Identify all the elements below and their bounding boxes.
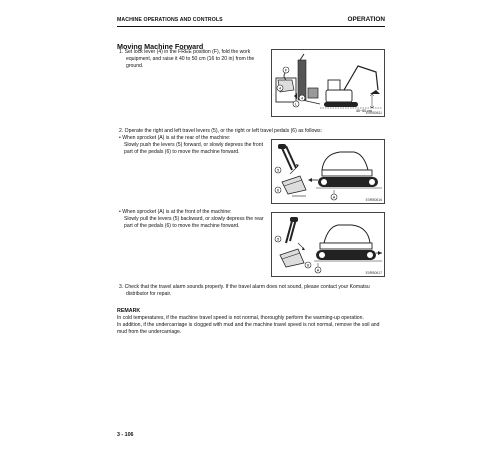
figure-1-drawing [272,50,384,116]
step2-rear-line-1: Slowly push the levers (5) forward, or slowly depress the front [124,142,264,148]
fig1-label-f: F [284,68,288,73]
step1-line-1: 1. Set lock lever (4) in the FREE position (F), fold the work [119,49,251,55]
fig3-id: E0RB0617 [365,271,382,275]
figure-sprocket-front-travel-levers [271,212,385,277]
step2-front-line-1: Slowly pull the levers (5) backward, or slowly depress the rear [124,216,264,222]
figure-sprocket-rear-travel-levers [271,139,385,204]
step3-line-1: 3. Check that the travel alarm sounds properly. If the travel alarm does not sound, please contact your Komatsu [119,284,370,290]
step3-line-2: distributor for repair. [126,291,172,297]
header-chapter: OPERATION [347,16,385,23]
page-header [117,17,385,27]
step2-intro: 2. Operate the right and left travel levers (5), or the right or left travel pedals (6) as follows: [119,128,322,134]
remark-line-1: In cold temperatures, if the machine travel speed is not normal, thoroughly perform the warming-up operation. [117,315,364,321]
remark-line-3: mud from the undercarriage. [117,329,182,335]
figure-3-drawing [272,213,384,276]
fig1-label-l: L [294,102,298,107]
fig3-label-6: 6 [306,263,310,268]
page-number: 3 - 106 [117,432,134,438]
fig1-id: E0RB0611 [365,111,382,115]
step2-rear-bullet: • When sprocket (A) is at the rear of the machine: [119,135,231,141]
fig2-label-a: A [332,195,336,200]
fig2-id: E0RB0616 [365,198,382,202]
fig3-label-5: 5 [276,237,280,242]
fig1-label-4b: 4 [300,96,304,101]
figure-lock-lever-and-boom-raise [271,49,385,117]
step1-line-2: equipment, and raise it 40 to 50 cm (16 to 20 in) from the [126,56,255,62]
remark-line-2: In addition, if the undercarriage is clogged with mud and the machine travel speed is not normal, remove the soil and [117,322,380,328]
step2-front-bullet: • When sprocket (A) is at the front of the machine: [119,209,232,215]
remark-label: REMARK [117,308,141,314]
fig3-label-a: A [316,268,320,273]
step2-front-line-2: part of the pedals (6) to move the machine forward. [124,223,240,229]
fig2-label-6: 6 [276,188,280,193]
step1-line-3: ground. [126,63,144,69]
fig1-dimension-text: 40~50 cm [356,109,372,113]
figure-2-drawing [272,140,384,203]
fig1-label-4a: 4 [278,86,282,91]
section-title: Moving Machine Forward [117,42,204,51]
header-section: MACHINE OPERATIONS AND CONTROLS [117,17,223,23]
step2-rear-line-2: part of the pedals (6) to move the machine forward. [124,149,240,155]
fig2-label-5: 5 [276,168,280,173]
